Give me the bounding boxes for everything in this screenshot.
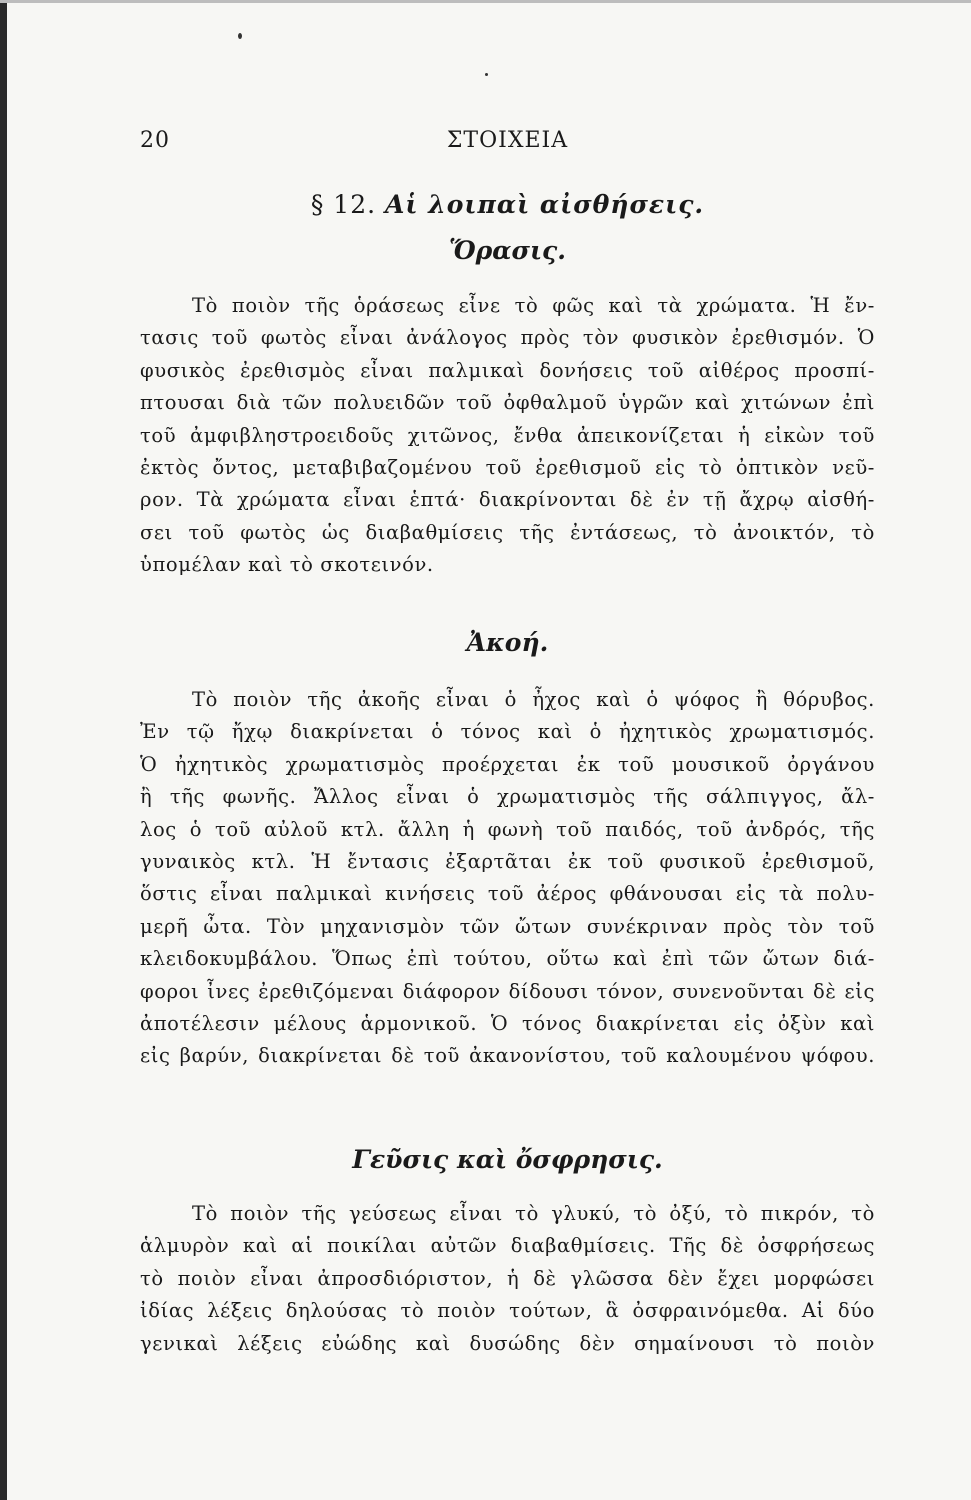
section-title: Αἱ λοιπαὶ αἰσθήσεις.: [385, 190, 705, 219]
scan-left-edge: [0, 0, 7, 1500]
text-line: φυσικὸς ἐρεθισμὸς εἶναι παλμικαὶ δονήσεις τοῦ αἰθέρος προσπί-: [140, 358, 875, 382]
text-line: ὑπομέλαν καὶ τὸ σκοτεινόν.: [140, 553, 434, 577]
text-line: ἀποτέλεσιν μέλους ἁρμονικοῦ. Ὁ τόνος διακρίνεται εἰς ὀξὺν καὶ: [140, 1011, 875, 1035]
text-line: ὅστις εἶναι παλμικαὶ κινήσεις τοῦ ἀέρος φθάνουσαι εἰς τὰ πολυ-: [140, 882, 875, 906]
section-number: § 12.: [310, 190, 377, 219]
text-line: Ἐν τῷ ἤχῳ διακρίνεται ὁ τόνος καὶ ὁ ἠχητικὸς χρωματισμός.: [140, 720, 875, 744]
text-line: πτουσαι διὰ τῶν πολυειδῶν τοῦ ὀφθαλμοῦ ὑγρῶν καὶ χιτώνων ἐπὶ: [140, 391, 875, 415]
ink-speck: [238, 33, 242, 39]
text-line: γυναικὸς κτλ. Ἡ ἔντασις ἐξαρτᾶται ἐκ τοῦ φυσικοῦ ἐρεθισμοῦ,: [140, 849, 875, 873]
text-line: τὸ ποιὸν εἶναι ἀπροσδιόριστον, ἡ δὲ γλῶσσα δὲν ἔχει μορφώσει: [140, 1266, 875, 1290]
text-line: λος ὁ τοῦ αὐλοῦ κτλ. ἄλλη ἡ φωνὴ τοῦ παιδός, τοῦ ἀνδρός, τῆς: [140, 817, 875, 841]
subheading-hearing: Ἀκοή.: [466, 628, 549, 657]
text-line: εἰς βαρύν, διακρίνεται δὲ τοῦ ἀκανονίστου, τοῦ καλουμένου ψόφου.: [140, 1044, 875, 1068]
paragraph-taste-smell: [140, 1198, 875, 1360]
subheading-taste-smell: Γεῦσις καὶ ὄσφρησις.: [352, 1145, 663, 1174]
paragraph-vision: [140, 290, 875, 582]
text-line: Τὸ ποιὸν τῆς ἀκοῆς εἶναι ὁ ἦχος καὶ ὁ ψόφος ἢ θόρυβος.: [192, 688, 875, 711]
paragraph-hearing: [140, 684, 875, 1073]
text-line: ἰδίας λέξεις δηλούσας τὸ ποιὸν τούτων, ἃ ὀσφραινόμεθα. Αἱ δύο: [140, 1299, 875, 1323]
page-number: 20: [140, 128, 170, 153]
section-heading: [140, 190, 875, 219]
text-line: κλειδοκυμβάλου. Ὅπως ἐπὶ τούτου, οὕτω καὶ ἐπὶ τῶν ὤτων διά-: [140, 947, 875, 971]
text-line: φοροι ἶνες ἐρεθιζόμεναι διάφορον δίδουσι τόνον, συνενοῦνται δὲ εἰς: [140, 979, 875, 1003]
scan-top-edge: [0, 0, 971, 3]
text-line: ἁλμυρὸν καὶ αἱ ποικίλαι αὐτῶν διαβαθμίσεις. Τῆς δὲ ὀσφρήσεως: [140, 1234, 875, 1258]
text-line: ἢ τῆς φωνῆς. Ἄλλος εἶναι ὁ χρωματισμὸς τῆς σάλπιγγος, ἄλ-: [140, 785, 875, 809]
text-line: ρον. Τὰ χρώματα εἶναι ἑπτά· διακρίνονται δὲ ἐν τῇ ἄχρῳ αἰσθή-: [140, 488, 875, 512]
text-line: τασις τοῦ φωτὸς εἶναι ἀνάλογος πρὸς τὸν φυσικὸν ἐρεθισμόν. Ὁ: [140, 326, 875, 350]
page-header: [140, 128, 875, 158]
ink-speck: [485, 73, 488, 76]
text-line: μερῆ ὦτα. Τὸν μηχανισμὸν τῶν ὤτων συνέκριναν πρὸς τὸν τοῦ: [140, 914, 875, 938]
text-line: Ὁ ἠχητικὸς χρωματισμὸς προέρχεται ἐκ τοῦ μουσικοῦ ὀργάνου: [140, 752, 875, 776]
text-line: σει τοῦ φωτὸς ὡς διαβαθμίσεις τῆς ἐντάσεως, τὸ ἀνοικτόν, τὸ: [140, 520, 875, 544]
subheading-vision: Ὅρασις.: [449, 236, 566, 265]
running-title: ΣΤΟΙΧΕΙΑ: [446, 128, 569, 153]
text-line: γενικαὶ λέξεις εὐώδης καὶ δυσώδης δὲν σημαίνουσι τὸ ποιὸν: [140, 1331, 875, 1355]
text-line: Τὸ ποιὸν τῆς γεύσεως εἶναι τὸ γλυκύ, τὸ ὀξύ, τὸ πικρόν, τὸ: [192, 1202, 875, 1225]
text-line: Τὸ ποιὸν τῆς ὁράσεως εἶνε τὸ φῶς καὶ τὰ χρώματα. Ἡ ἔν-: [192, 294, 875, 317]
text-line: ἐκτὸς ὄντος, μεταβιβαζομένου τοῦ ἐρεθισμοῦ εἰς τὸ ὀπτικὸν νεῦ-: [140, 455, 875, 479]
text-line: τοῦ ἀμφιβληστροειδοῦς χιτῶνος, ἔνθα ἀπεικονίζεται ἡ εἰκὼν τοῦ: [140, 423, 875, 447]
